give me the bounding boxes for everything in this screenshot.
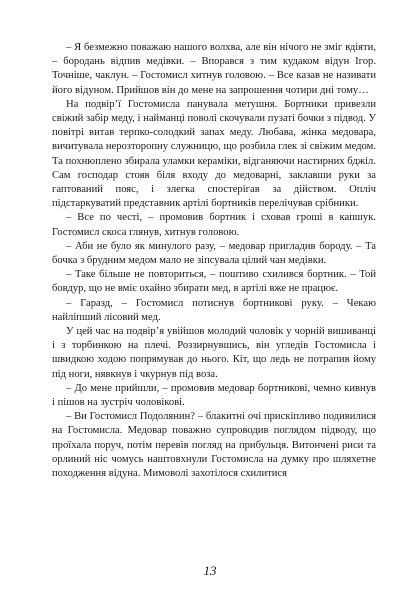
page-number: 13 bbox=[203, 563, 217, 578]
paragraph: – До мене прийшли, – промовив медовар бортникові, чемно кивнув і пішов на зустріч чоловікові. bbox=[52, 382, 376, 409]
paragraph: На подвір’ї Гостомисла панувала метушня. Бортники привезли свіжий забір меду, і найманці поволі скочували пузаті бочки з підвод. У повітрі витав терпко-солодкий запах меду. Любава, жінка медовара, вичитувала нерозторопну служницю, що розбила глек зі свіжим медом. Та похнюплено збирала уламки кераміки, відганяючи настирних бджіл. Сам господар стояв біля входу до медоварні, заклавши руки за гаптований пояс, і злегка спостерігав за дійством. Опліч підстаркуватий представник артілі бортників перелічував срібники. bbox=[52, 98, 376, 210]
paragraph: У цей час на подвір’я увійшов молодий чоловік у чорній вишиванці і з торбинкою на плечі. Роззирнувшись, він угледів Гостомисла і швидкою ходою попрямував до нього. Кіт, що ледь не потрапив йому під ноги, нявкнув і чкурнув під воза. bbox=[52, 326, 376, 380]
paragraph: – Гаразд, – Гостомисл потиснув бортникові руку. – Чекаю найліпший лісовий мед. bbox=[52, 297, 376, 323]
paragraph: – Таке більше не повториться, – поштиво схилився бортник. – Той бовдур, що не вміє охайно збирати мед, в артілі вже не працює. bbox=[52, 269, 376, 295]
paragraph: – Аби не було як минулого разу, – медовар пригладив бороду. – Та бочка з брудним медом мало не зіпсувала цілий чан медівки. bbox=[52, 240, 376, 267]
paragraph: – Ви Гостомисл Подолянин? – блакитні очі прискіпливо подивилися на Гостомисла. Медовар поважно супроводив поглядом підводу, що проїхала поруч, потім перевів погляд на прибульця. Витончені риси та орлиний ніс чомусь наштовхнули Гостомисла на думку про шляхетне походження відуна. Мимоволі захотілося схилитися bbox=[52, 411, 376, 480]
paragraph: – Я безмежно поважаю нашого волхва, але він нічого не зміг вдіяти, – бородань відпив медівки. – Впорався з тим кудаком відун Ігор. Точніше, чаклун. – Гостомисл хитнув головою. – Все казав не називати його відуном. Прийшов він до мене на запрошення чотири дні тому… bbox=[52, 42, 376, 96]
body-text bbox=[52, 41, 376, 481]
paragraph: – Все по честі, – промовив бортник і сховав гроші в капшук. Гостомисл скоса глянув, хитнув головою. bbox=[52, 212, 376, 238]
